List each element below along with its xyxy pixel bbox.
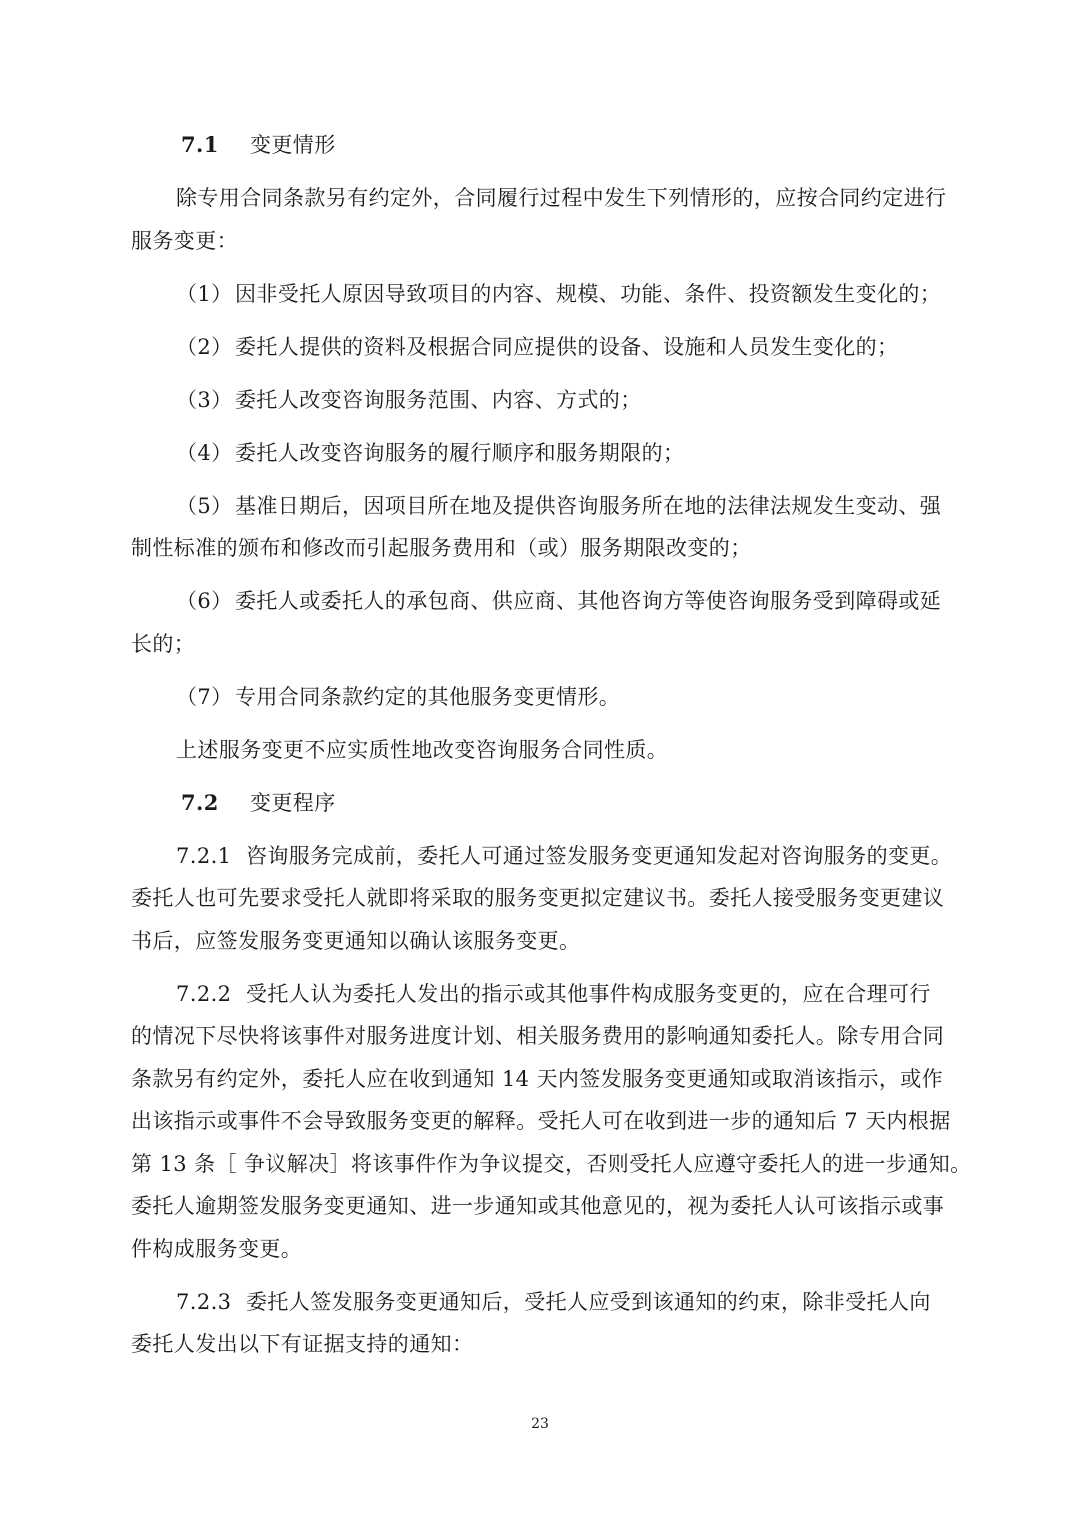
item-number: （2） [176,334,233,359]
text-line [131,1058,961,1101]
text-line [131,782,961,825]
line-text: 因非受托人原因导致项目的内容、规模、功能、条件、投资额发生变化的； [235,281,942,306]
line-text: 基准日期后，因项目所在地及提供咨询服务所在地的法律法规发生变动、强 [235,493,942,518]
text-line [131,920,961,963]
clause-paragraph [131,1281,961,1366]
list-item [131,379,961,422]
text-line [131,1015,961,1058]
clause-paragraph [131,835,961,963]
section-number: 7.2 [181,789,219,815]
text-line [131,432,961,475]
line-text: 咨询服务完成前，委托人可通过签发服务变更通知发起对咨询服务的变更。 [246,843,953,868]
clause-number: 7.2.1 [176,843,232,868]
text-line [131,973,961,1016]
line-text: 委托人逾期签发服务变更通知、进一步通知或其他意见的，视为委托人认可该指示或事 [131,1194,945,1218]
line-text: 专用合同条款约定的其他服务变更情形。 [235,684,621,709]
text-line [131,124,961,167]
line-text: 长的； [131,631,196,656]
text-line [131,379,961,422]
line-text: 委托人签发服务变更通知后，受托人应受到该通知的约束，除非受托人向 [246,1289,931,1314]
list-item [131,676,961,719]
text-line [131,623,961,666]
clause-paragraph [131,973,972,1271]
line-text: 上述服务变更不应实质性地改变咨询服务合同性质。 [176,737,669,762]
text-line [131,1100,961,1143]
text-line [131,220,961,263]
line-text: 书后，应签发服务变更通知以确认该服务变更。 [131,928,581,953]
text-line [131,485,961,528]
item-number: （7） [176,684,233,709]
text-line [131,273,961,316]
line-text: 委托人改变咨询服务范围、内容、方式的； [235,387,642,412]
section-number: 7.1 [181,132,219,157]
line-text: 条款另有约定外，委托人应在收到通知 14 天内签发服务变更通知或取消该指示，或作 [131,1066,944,1091]
item-number: （1） [176,281,233,306]
text-line [131,1185,961,1228]
paragraph [131,729,961,772]
line-text: 除专用合同条款另有约定外，合同履行过程中发生下列情形的，应按合同约定进行 [176,186,947,210]
line-text: 第 13 条［ 争议解决］将该事件作为争议提交，否则受托人应遵守委托人的进一步通知。 [131,1151,972,1176]
line-text: 委托人改变咨询服务的履行顺序和服务期限的； [235,440,685,465]
list-item [131,432,961,475]
text-line [131,326,961,369]
line-text: 制性标准的颁布和修改而引起服务费用和（或）服务期限改变的； [131,536,752,560]
paragraph [131,177,961,262]
text-line [131,177,961,220]
page-number: 23 [531,1416,549,1432]
line-text: 的情况下尽快将该事件对服务进度计划、相关服务费用的影响通知委托人。除专用合同 [131,1024,945,1048]
text-line [131,1323,961,1366]
item-number: （3） [176,387,233,412]
text-line [131,877,961,920]
text-line [131,1228,961,1271]
section-title: 变更情形 [250,133,336,157]
document-body [131,124,972,1366]
line-text: 委托人或委托人的承包商、供应商、其他咨询方等使咨询服务受到障碍或延 [235,589,942,613]
clause-number: 7.2.3 [176,1289,232,1314]
line-text: 件构成服务变更。 [131,1236,303,1261]
item-number: （5） [176,493,233,518]
text-line [131,676,961,719]
section-heading [131,124,961,167]
line-text: 委托人也可先要求受托人就即将采取的服务变更拟定建议书。委托人接受服务变更建议 [131,886,945,910]
line-text: 受托人认为委托人发出的指示或其他事件构成服务变更的，应在合理可行 [246,981,931,1006]
text-line [131,1281,961,1324]
section-title: 变更程序 [250,790,336,815]
line-text: 出该指示或事件不会导致服务变更的解释。受托人可在收到进一步的通知后 7 天内根据 [131,1109,951,1133]
text-line [131,835,961,878]
list-item [131,485,961,570]
line-text: 委托人发出以下有证据支持的通知： [131,1332,474,1356]
item-number: （6） [176,589,233,613]
clause-number: 7.2.2 [176,981,232,1006]
text-line [131,1143,972,1186]
item-number: （4） [176,440,233,465]
text-line [131,580,961,623]
section-heading [131,782,961,825]
line-text: 委托人提供的资料及根据合同应提供的设备、设施和人员发生变化的； [235,334,899,359]
text-line [131,729,961,772]
list-item [131,326,961,369]
line-text: 服务变更： [131,228,238,253]
list-item [131,273,961,316]
text-line [131,527,961,570]
list-item [131,580,961,665]
